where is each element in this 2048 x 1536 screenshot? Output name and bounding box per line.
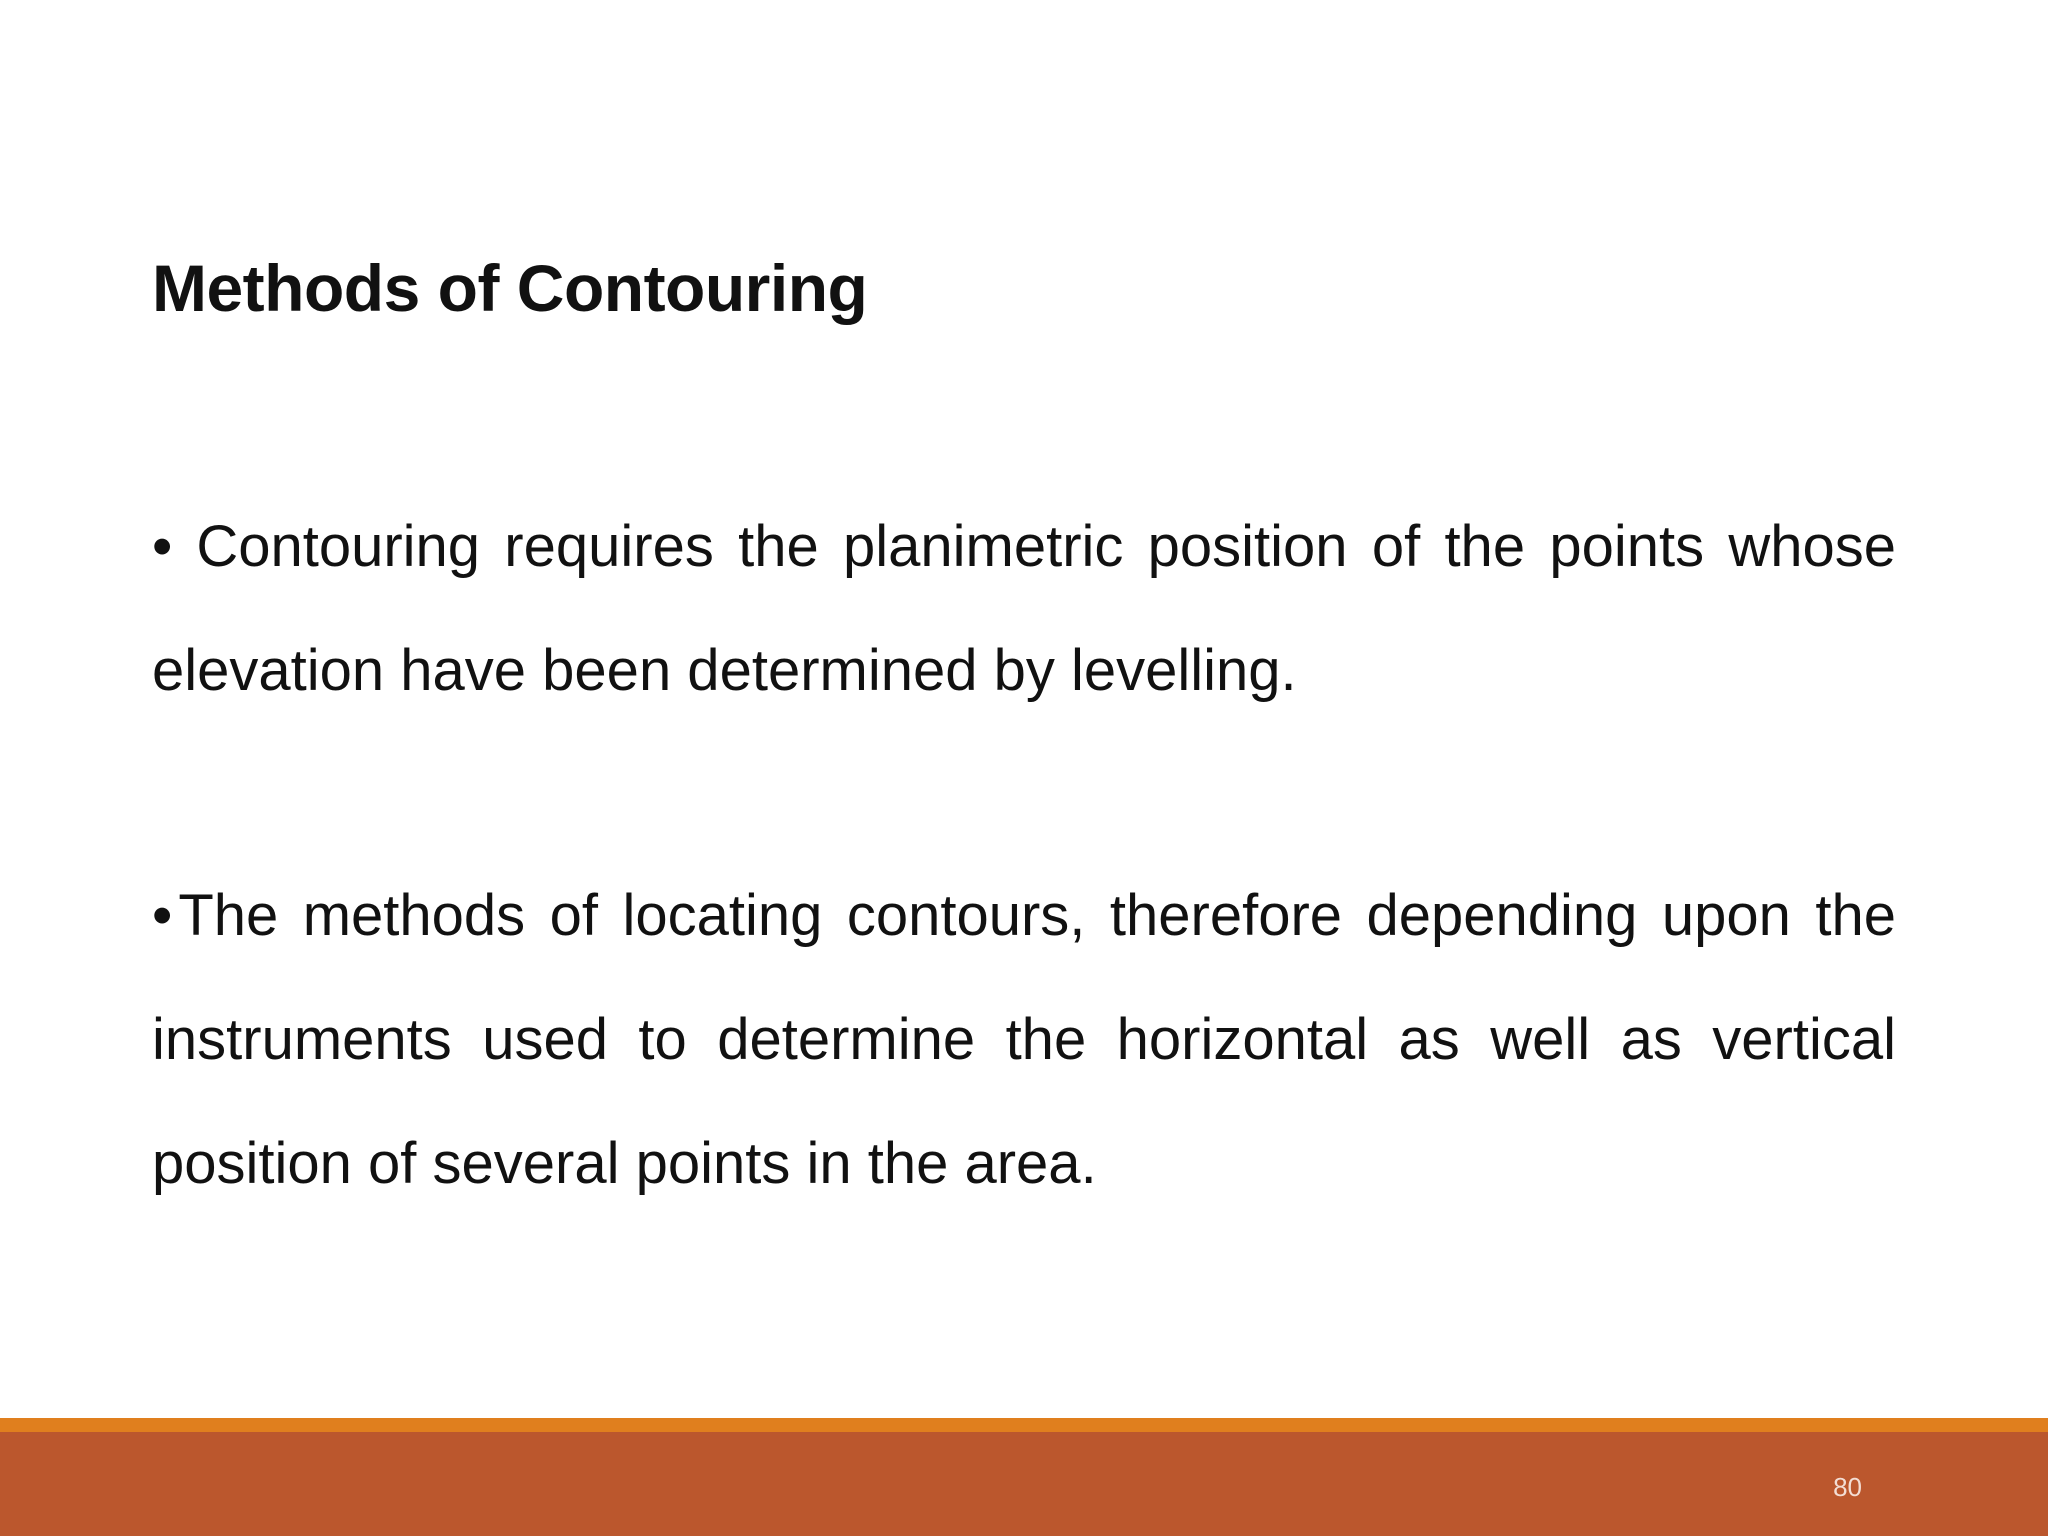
slide-title: Methods of Contouring bbox=[152, 251, 868, 325]
bullet-text: The methods of locating contours, therefore depending upon the instruments used to determine the horizontal as well as vertical position of several points in the area. bbox=[152, 883, 1896, 1196]
bullet-text: Contouring requires the planimetric position of the points whose elevation have been determined by levelling. bbox=[152, 514, 1896, 703]
bullet-item bbox=[152, 485, 1896, 733]
bullet-item bbox=[152, 854, 1896, 1226]
footer-bar bbox=[0, 1432, 2048, 1536]
page-number: 80 bbox=[1833, 1472, 1862, 1502]
footer-accent-stripe bbox=[0, 1418, 2048, 1432]
bullet-icon: • bbox=[152, 883, 173, 948]
bullet-icon: • bbox=[152, 514, 173, 579]
